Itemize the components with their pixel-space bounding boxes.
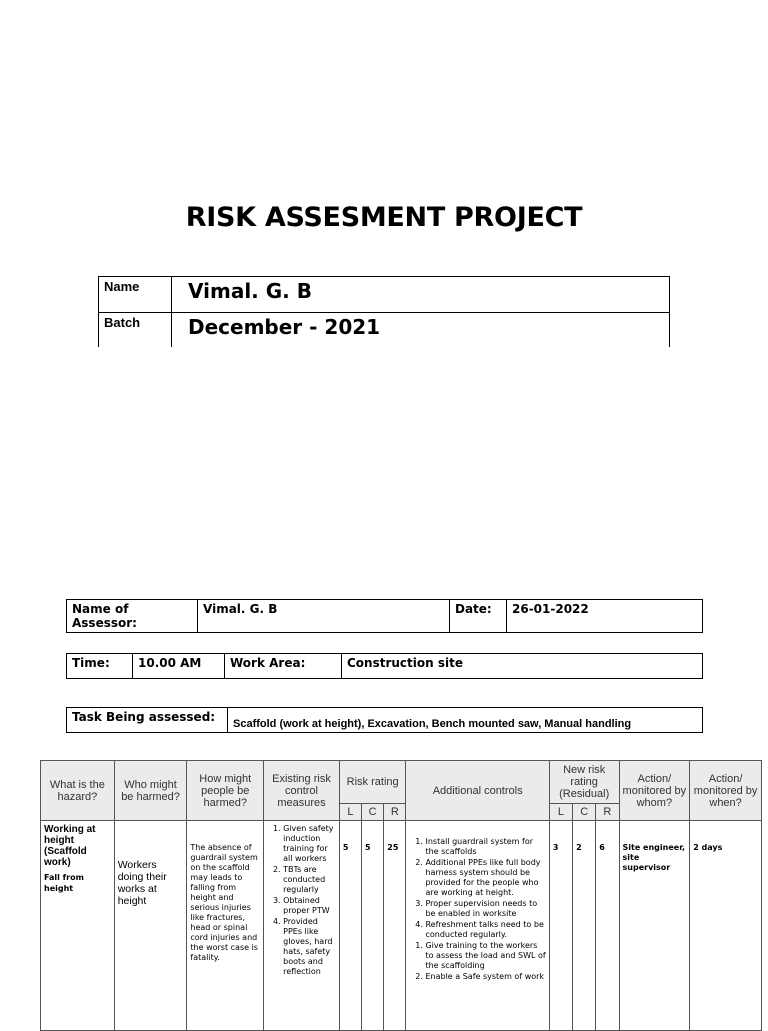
- header-action-whom: Action/ monitored by whom?: [619, 761, 690, 821]
- page-title: RISK ASSESMENT PROJECT: [185, 202, 583, 233]
- list-item: 3. Obtained proper PTW: [283, 896, 336, 916]
- task-table: [66, 707, 703, 733]
- time-area-table: [66, 653, 703, 679]
- header-new-c: C: [573, 804, 596, 821]
- list-item: 1. Install guardrail system for the scaffolds: [425, 837, 545, 857]
- header-hazard: What is the hazard?: [41, 761, 115, 821]
- risk-c: 5: [362, 821, 384, 1031]
- task-value: Scaffold (work at height), Excavation, Bench mounted saw, Manual handling: [228, 708, 703, 733]
- list-item: 4. Provided PPEs like gloves, hard hats, safety boots and reflection: [283, 917, 336, 977]
- existing-cell: [264, 821, 340, 1031]
- header-existing: Existing risk control measures: [264, 761, 340, 821]
- header-l: L: [339, 804, 361, 821]
- hazard-subtitle: Fall from height: [44, 873, 84, 893]
- student-info-table: [98, 276, 670, 347]
- list-item: 3. Proper supervision needs to be enabled in worksite: [425, 899, 545, 919]
- hazard-cell: [41, 821, 115, 1031]
- action-when-cell: 2 days: [690, 821, 762, 1031]
- list-item: 2. Enable a Safe system of work: [425, 972, 545, 982]
- header-additional: Additional controls: [406, 761, 549, 821]
- risk-assessment-table: [40, 760, 762, 1031]
- list-item: 1. Given safety induction training for all workers: [283, 824, 336, 864]
- header-who: Who might be harmed?: [114, 761, 187, 821]
- assessor-value: Vimal. G. B: [198, 600, 450, 633]
- list-item: 4. Refreshment talks need to be conducted regularly.: [425, 920, 545, 940]
- task-label: Task Being assessed:: [67, 708, 228, 733]
- risk-r: 25: [384, 821, 406, 1031]
- existing-controls-list: [267, 824, 336, 977]
- header-new-l: L: [549, 804, 572, 821]
- risk-l: 5: [339, 821, 361, 1031]
- hazard-title: Working at height (Scaffold work): [44, 824, 96, 868]
- time-value: 10.00 AM: [133, 654, 225, 679]
- time-label: Time:: [67, 654, 133, 679]
- who-cell: Workers doing their works at height: [114, 821, 187, 1031]
- work-area-value: Construction site: [342, 654, 703, 679]
- date-value: 26-01-2022: [507, 600, 703, 633]
- list-item: 2. TBTs are conducted regularly: [283, 865, 336, 895]
- header-row: [41, 761, 762, 804]
- header-r: R: [384, 804, 406, 821]
- batch-label: Batch: [99, 313, 172, 348]
- additional-controls-list-2: [409, 941, 545, 982]
- name-value: Vimal. G. B: [172, 277, 670, 313]
- table-row: [41, 821, 762, 1031]
- work-area-label: Work Area:: [225, 654, 342, 679]
- header-how: How might people be harmed?: [187, 761, 264, 821]
- name-label: Name: [99, 277, 172, 313]
- new-risk-r: 6: [596, 821, 619, 1031]
- batch-value: December - 2021: [172, 313, 670, 348]
- header-c: C: [362, 804, 384, 821]
- header-new-r: R: [596, 804, 619, 821]
- list-item: 1. Give training to the workers to assess the load and SWL of the scaffolding: [425, 941, 545, 971]
- additional-controls-list: [409, 837, 545, 940]
- header-risk-rating: Risk rating: [339, 761, 406, 804]
- new-risk-l: 3: [549, 821, 572, 1031]
- new-risk-c: 2: [573, 821, 596, 1031]
- list-item: 2. Additional PPEs like full body harness system should be provided for the people who are working at height.: [425, 858, 545, 898]
- header-new-rating: New risk rating (Residual): [549, 761, 619, 804]
- assessor-label: Name of Assessor:: [67, 600, 198, 633]
- how-cell: The absence of guardrail system on the scaffold may leads to falling from height and serious injuries like fractures, head or spinal cord injuries and the worst case is fatality.: [187, 821, 264, 1031]
- additional-cell: [406, 821, 549, 1031]
- action-whom-cell: Site engineer, site supervisor: [619, 821, 690, 1031]
- assessor-table: [66, 599, 703, 633]
- date-label: Date:: [450, 600, 507, 633]
- header-action-when: Action/ monitored by when?: [690, 761, 762, 821]
